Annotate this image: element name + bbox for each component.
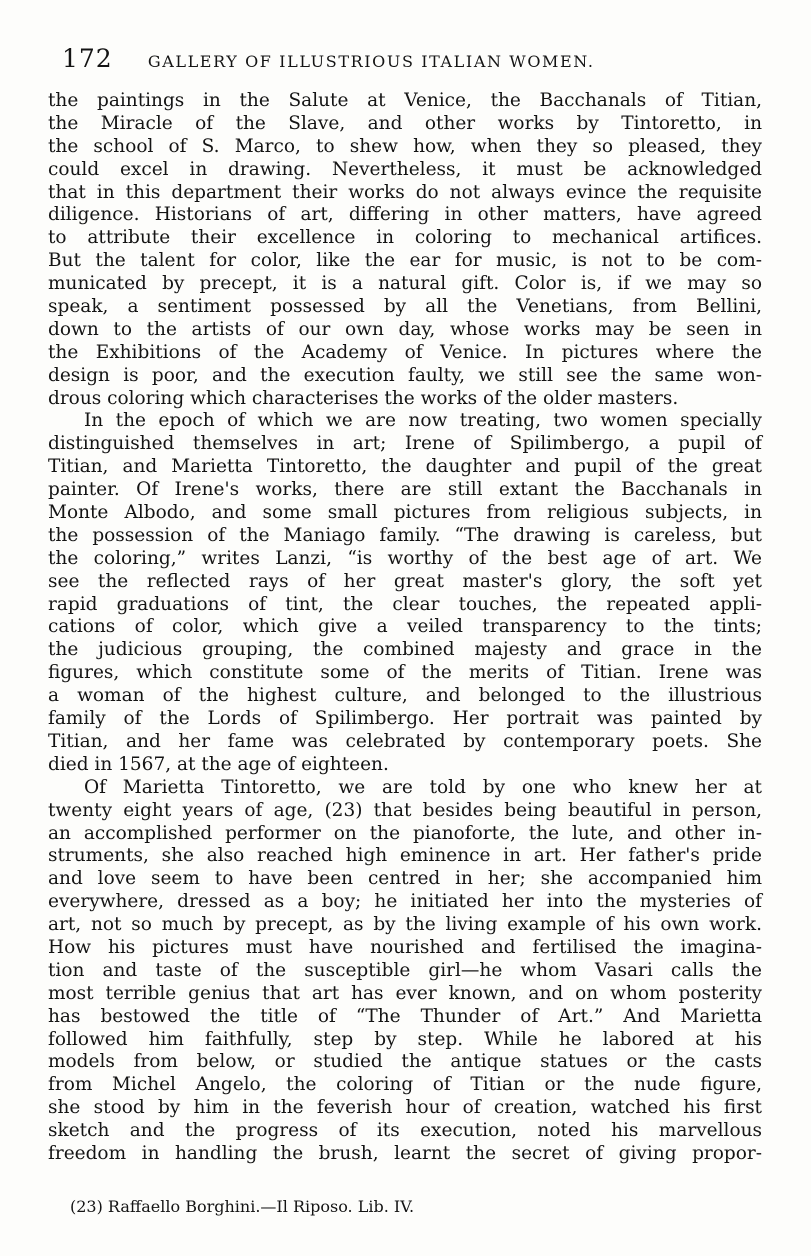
text-line: But the talent for color, like the ear for music, is not to be com-	[48, 250, 762, 272]
text-line: she stood by him in the feverish hour of creation, watched his first	[48, 1097, 762, 1119]
text-line: see the reflected rays of her great master's glory, the soft yet	[48, 570, 762, 592]
running-title: GALLERY OF ILLUSTRIOUS ITALIAN WOMEN.	[147, 52, 595, 71]
text-line: tion and taste of the susceptible girl—he whom Vasari calls the	[48, 959, 762, 981]
text-line: followed him faithfully, step by step. While he labored at his	[48, 1028, 762, 1050]
text-line: figures, which constitute some of the merits of Titian. Irene was	[48, 662, 762, 684]
text-line: everywhere, dressed as a boy; he initiated her into the mysteries of	[48, 891, 762, 913]
text-line: design is poor, and the execution faulty, we still see the same won-	[48, 364, 762, 386]
text-line: speak, a sentiment possessed by all the Venetians, from Bellini,	[48, 296, 762, 318]
text-line: municated by precept, it is a natural gift. Color is, if we may so	[48, 273, 762, 295]
text-line: the paintings in the Salute at Venice, the Bacchanals of Titian,	[48, 90, 762, 111]
text-line: the school of S. Marco, to shew how, when they so pleased, they	[48, 135, 762, 157]
text-line: down to the artists of our own day, whose works may be seen in	[48, 318, 762, 340]
text-line: a woman of the highest culture, and belonged to the illustrious	[48, 685, 762, 707]
body-text	[48, 90, 762, 1166]
text-line: Of Marietta Tintoretto, we are told by one who knew her at	[84, 776, 762, 798]
text-line: died in 1567, at the age of eighteen.	[48, 753, 389, 775]
text-line: Titian, and her fame was celebrated by contemporary poets. She	[48, 730, 762, 752]
text-line: most terrible genius that art has ever known, and on whom posterity	[48, 982, 762, 1004]
text-line: the Exhibitions of the Academy of Venice. In pictures where the	[48, 341, 762, 363]
footnote: (23) Raffaello Borghini.—Il Riposo. Lib. IV.	[70, 1197, 415, 1216]
text-line: distinguished themselves in art; Irene of Spilimbergo, a pupil of	[48, 433, 762, 455]
page-number: 172	[62, 44, 113, 73]
text-line: from Michel Angelo, the coloring of Titian or the nude figure,	[48, 1074, 762, 1096]
text-line: painter. Of Irene's works, there are still extant the Bacchanals in	[48, 479, 762, 501]
text-line: family of the Lords of Spilimbergo. Her portrait was painted by	[48, 708, 762, 730]
text-line: Monte Albodo, and some small pictures from religious subjects, in	[48, 502, 762, 524]
text-line: to attribute their excellence in coloring to mechanical artifices.	[48, 227, 762, 249]
text-line: rapid graduations of tint, the clear touches, the repeated appli-	[48, 593, 762, 615]
text-line: freedom in handling the brush, learnt the secret of giving propor-	[48, 1142, 762, 1164]
text-line: that in this department their works do not always evince the requisite	[48, 181, 762, 203]
text-line: the coloring,” writes Lanzi, “is worthy of the best age of art. We	[48, 547, 762, 569]
text-line: could excel in drawing. Nevertheless, it must be acknowledged	[48, 158, 762, 180]
text-line: the judicious grouping, the combined majesty and grace in the	[48, 639, 762, 661]
text-line: struments, she also reached high eminence in art. Her father's pride	[48, 845, 762, 867]
text-line: Titian, and Marietta Tintoretto, the daughter and pupil of the great	[48, 456, 762, 478]
text-line: sketch and the progress of its execution, noted his marvellous	[48, 1120, 762, 1142]
text-line: an accomplished performer on the pianoforte, the lute, and other in-	[48, 822, 762, 844]
text-line: diligence. Historians of art, differing in other matters, have agreed	[48, 204, 762, 226]
text-line: the Miracle of the Slave, and other works by Tintoretto, in	[48, 112, 762, 134]
text-line: twenty eight years of age, (23) that besides being beautiful in person,	[48, 799, 762, 821]
text-line: cations of color, which give a veiled transparency to the tints;	[48, 616, 762, 638]
text-line: has bestowed the title of “The Thunder of Art.” And Marietta	[48, 1005, 762, 1027]
text-line: models from below, or studied the antique statues or the casts	[48, 1051, 762, 1073]
text-line: In the epoch of which we are now treating, two women specially	[84, 410, 762, 432]
text-line: How his pictures must have nourished and fertilised the imagina-	[48, 936, 762, 958]
text-line: and love seem to have been centred in her; she accompanied him	[48, 868, 762, 890]
text-line: drous coloring which characterises the works of the older masters.	[48, 387, 679, 409]
text-line: art, not so much by precept, as by the living example of his own work.	[48, 914, 762, 936]
page-header	[62, 44, 762, 74]
text-line: the possession of the Maniago family. “The drawing is careless, but	[48, 524, 762, 546]
